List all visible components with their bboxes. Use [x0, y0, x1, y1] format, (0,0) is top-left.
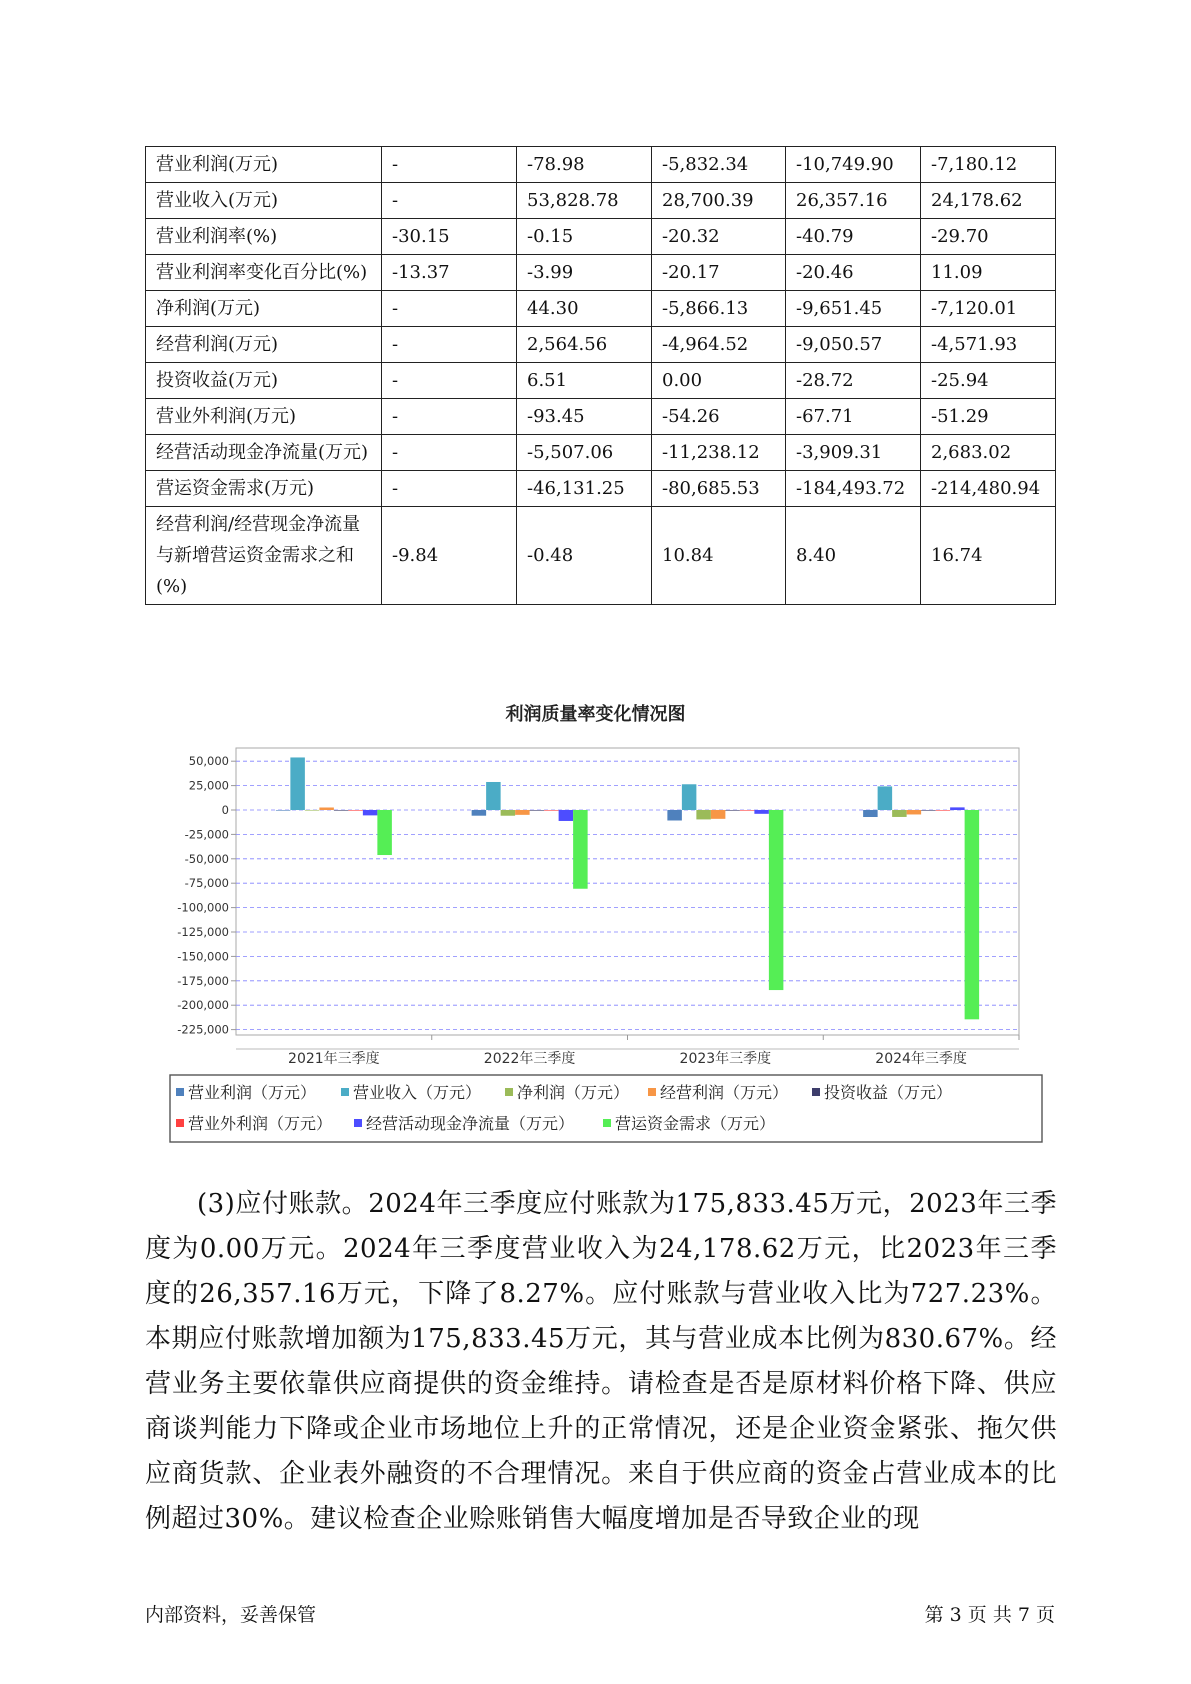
legend-entry: 经营活动现金净流量（万元） [366, 1114, 575, 1133]
bar-6-4 [936, 810, 951, 811]
table-cell: -78.98 [517, 147, 652, 183]
y-tick-label: -75,000 [184, 876, 229, 891]
bar-1-3 [667, 810, 682, 820]
legend-swatch [176, 1088, 184, 1096]
y-tick-label: -50,000 [184, 851, 229, 866]
chart-title: 利润质量率变化情况图 [505, 704, 686, 725]
legend-swatch [176, 1119, 184, 1127]
bar-6-1 [348, 810, 363, 811]
bar-8-3 [769, 810, 784, 990]
x-tick-label: 2024年三季度 [875, 1051, 967, 1067]
table-cell: 2,564.56 [517, 327, 652, 363]
table-cell: 28,700.39 [652, 183, 786, 219]
table-cell: 10.84 [652, 507, 786, 605]
bar-1-2 [472, 810, 487, 816]
y-tick-label: -175,000 [177, 973, 229, 988]
bar-7-3 [754, 810, 769, 814]
bar-7-2 [559, 810, 574, 821]
table-cell: -9.84 [382, 507, 517, 605]
table-cell: 6.51 [517, 363, 652, 399]
table-cell: -5,832.34 [652, 147, 786, 183]
bar-1-4 [863, 810, 878, 817]
accounts-payable-paragraph: (3)应付账款。2024年三季度应付账款为175,833.45万元，2023年三季度为0.00万元。2024年三季度营业收入为24,178.62万元，比2023年三季度的26,357.16万元，下降了8.27%。应付账款与营业收入比为727.23%。本期应付账款增加额为175,833.45万元，其与营业成本比例为830.67%。经营业务主要依靠供应商提供的资金维持。请检查是否是原材料价格下降、供应商谈判能力下降或企业市场地位上升的正常情况，还是企业资金紧张、拖欠供应商货款、企业表外融资的不合理情况。来自于供应商的资金占营业成本的比例超过30%。建议检查企业赊账销售大幅度增加是否导致企业的现 [145, 1189, 1057, 1534]
y-tick-label: 0 [221, 803, 229, 817]
bar-3-1 [305, 810, 320, 811]
bar-2-2 [486, 782, 501, 810]
table-cell: - [382, 183, 517, 219]
legend-entry: 净利润（万元） [517, 1083, 630, 1102]
row-label: 经营利润/经营现金净流量与新增营运资金需求之和(%) [146, 507, 382, 605]
bar-6-3 [740, 810, 755, 811]
row-label: 营业利润率(%) [146, 219, 382, 255]
plot-area [236, 748, 1019, 1035]
table-cell: -4,571.93 [921, 327, 1056, 363]
table-cell: -80,685.53 [652, 471, 786, 507]
table-cell: 11.09 [921, 255, 1056, 291]
table-cell: -214,480.94 [921, 471, 1056, 507]
table-cell: - [382, 471, 517, 507]
legend-swatch [341, 1088, 349, 1096]
bar-3-3 [696, 810, 711, 819]
table-cell: - [382, 147, 517, 183]
bar-4-2 [515, 810, 530, 815]
table-cell: -30.15 [382, 219, 517, 255]
row-label: 营业利润(万元) [146, 147, 382, 183]
bar-5-3 [725, 810, 740, 811]
table-cell: -3,909.31 [786, 435, 921, 471]
table-cell: -7,120.01 [921, 291, 1056, 327]
bar-8-4 [965, 810, 980, 1019]
bar-2-3 [682, 784, 697, 810]
table-cell: -4,964.52 [652, 327, 786, 363]
legend-entry: 营业外利润（万元） [188, 1114, 333, 1133]
row-label: 营业利润率变化百分比(%) [146, 255, 382, 291]
table-cell: 2,683.02 [921, 435, 1056, 471]
table-cell: 44.30 [517, 291, 652, 327]
legend-entry: 营业利润（万元） [188, 1083, 317, 1102]
legend-entry: 投资收益（万元） [824, 1083, 953, 1102]
table-cell: 0.00 [652, 363, 786, 399]
bar-2-4 [878, 786, 893, 810]
bar-8-2 [573, 810, 588, 889]
row-label: 净利润(万元) [146, 291, 382, 327]
bar-1-1 [276, 810, 291, 811]
y-tick-label: -100,000 [177, 900, 229, 915]
row-label: 经营利润(万元) [146, 327, 382, 363]
table-cell: -184,493.72 [786, 471, 921, 507]
bar-7-1 [363, 810, 378, 815]
y-tick-label: -225,000 [177, 1022, 229, 1037]
legend-swatch [648, 1088, 656, 1096]
table-cell: 26,357.16 [786, 183, 921, 219]
table-cell: - [382, 327, 517, 363]
row-label: 营业外利润(万元) [146, 399, 382, 435]
bar-5-2 [530, 810, 545, 811]
table-cell: -10,749.90 [786, 147, 921, 183]
x-tick-label: 2022年三季度 [483, 1051, 576, 1067]
table-cell: - [382, 291, 517, 327]
x-tick-label: 2023年三季度 [679, 1051, 772, 1067]
table-cell: -13.37 [382, 255, 517, 291]
footer-confidential-note: 内部资料，妥善保管 [145, 1604, 317, 1626]
table-cell: -9,050.57 [786, 327, 921, 363]
row-label: 投资收益(万元) [146, 363, 382, 399]
bar-5-4 [921, 810, 936, 811]
table-cell: -7,180.12 [921, 147, 1056, 183]
y-tick-label: -25,000 [184, 827, 229, 842]
x-tick-label: 2021年三季度 [288, 1051, 380, 1067]
table-cell: -11,238.12 [652, 435, 786, 471]
table-cell: -3.99 [517, 255, 652, 291]
table-cell: -40.79 [786, 219, 921, 255]
table-cell: -5,866.13 [652, 291, 786, 327]
legend-entry: 经营利润（万元） [660, 1083, 789, 1102]
bar-3-4 [892, 810, 907, 817]
bar-4-1 [319, 807, 334, 810]
table-cell: - [382, 435, 517, 471]
bar-3-2 [501, 810, 516, 816]
table-cell: - [382, 399, 517, 435]
y-tick-label: -150,000 [177, 949, 229, 964]
table-cell: -5,507.06 [517, 435, 652, 471]
legend-entry: 营业收入（万元） [353, 1083, 482, 1102]
table-cell: 16.74 [921, 507, 1056, 605]
table-cell: 24,178.62 [921, 183, 1056, 219]
table-cell: -0.15 [517, 219, 652, 255]
bar-7-4 [950, 807, 965, 810]
table-cell: -93.45 [517, 399, 652, 435]
row-label: 营业收入(万元) [146, 183, 382, 219]
row-label: 经营活动现金净流量(万元) [146, 435, 382, 471]
table-cell: -28.72 [786, 363, 921, 399]
y-tick-label: 50,000 [188, 754, 229, 769]
legend-swatch [603, 1119, 611, 1127]
footer-page-number: 第 3 页 共 7 页 [924, 1604, 1055, 1626]
legend-entry: 营运资金需求（万元） [615, 1114, 776, 1133]
table-cell: -20.17 [652, 255, 786, 291]
legend-swatch [505, 1088, 513, 1096]
y-tick-label: 25,000 [188, 778, 229, 793]
table-cell: -46,131.25 [517, 471, 652, 507]
legend-swatch [354, 1119, 362, 1127]
table-cell: -25.94 [921, 363, 1056, 399]
bar-4-3 [711, 810, 726, 819]
table-cell: 53,828.78 [517, 183, 652, 219]
bar-6-2 [544, 810, 559, 811]
table-cell: - [382, 363, 517, 399]
table-cell: -29.70 [921, 219, 1056, 255]
bar-5-1 [334, 810, 349, 811]
bar-4-4 [907, 810, 922, 814]
table-cell: 8.40 [786, 507, 921, 605]
table-cell: -9,651.45 [786, 291, 921, 327]
table-cell: -20.46 [786, 255, 921, 291]
row-label: 营运资金需求(万元) [146, 471, 382, 507]
table-cell: -0.48 [517, 507, 652, 605]
table-cell: -20.32 [652, 219, 786, 255]
y-tick-label: -125,000 [177, 925, 229, 939]
bar-8-1 [377, 810, 392, 855]
table-cell: -51.29 [921, 399, 1056, 435]
table-cell: -67.71 [786, 399, 921, 435]
bar-2-1 [290, 757, 305, 810]
y-tick-label: -200,000 [177, 998, 229, 1013]
table-cell: -54.26 [652, 399, 786, 435]
legend-swatch [812, 1088, 820, 1096]
